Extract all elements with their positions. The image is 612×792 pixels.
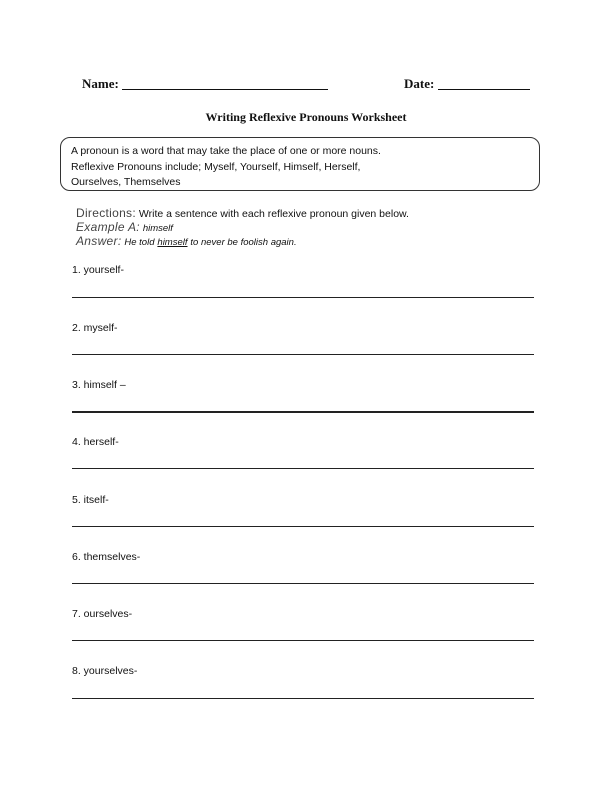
definition-box <box>60 137 540 191</box>
example-row <box>76 220 173 234</box>
answer-line-5[interactable] <box>72 526 534 527</box>
prompt-item-2: 2. myself- <box>72 322 118 334</box>
prompt-item-5: 5. itself- <box>72 494 109 506</box>
prompt-item-1: 1. yourself- <box>72 264 124 276</box>
date-field-line[interactable] <box>438 89 530 90</box>
answer-line-8[interactable] <box>72 698 534 699</box>
answer-text-post: to never be foolish again. <box>190 237 297 248</box>
example-label: Example A: <box>76 220 140 234</box>
name-label: Name: <box>82 76 119 91</box>
answer-line-1[interactable] <box>72 297 534 298</box>
prompt-item-8: 8. yourselves- <box>72 665 138 677</box>
answer-text-underlined: himself <box>157 237 188 248</box>
answer-row <box>76 234 297 248</box>
page-title: Writing Reflexive Pronouns Worksheet <box>205 110 407 124</box>
answer-line-2[interactable] <box>72 354 534 355</box>
answer-line-4[interactable] <box>72 468 534 469</box>
answer-text-pre: He told <box>124 237 155 248</box>
prompt-item-4: 4. herself- <box>72 436 119 448</box>
answer-label: Answer: <box>76 234 122 248</box>
example-value: himself <box>142 223 173 234</box>
name-field-line[interactable] <box>122 89 328 90</box>
prompt-item-7: 7. ourselves- <box>72 608 133 620</box>
definition-line-3: Ourselves, Themselves <box>71 176 181 188</box>
directions-label: Directions: <box>76 206 136 220</box>
definition-line-2: Reflexive Pronouns include; Myself, Yourself, Himself, Herself, <box>71 160 361 173</box>
answer-line-6[interactable] <box>72 583 534 584</box>
definition-line-1: A pronoun is a word that may take the place of one or more nouns. <box>71 145 381 157</box>
prompt-item-3: 3. himself – <box>72 379 126 391</box>
date-label: Date: <box>404 76 435 91</box>
answer-line-3[interactable] <box>72 411 534 413</box>
prompt-item-6: 6. themselves- <box>72 551 141 563</box>
header-row <box>82 76 532 96</box>
directions-text: Write a sentence with each reflexive pronoun given below. <box>138 208 409 220</box>
answer-line-7[interactable] <box>72 640 534 641</box>
directions-row <box>76 206 409 220</box>
